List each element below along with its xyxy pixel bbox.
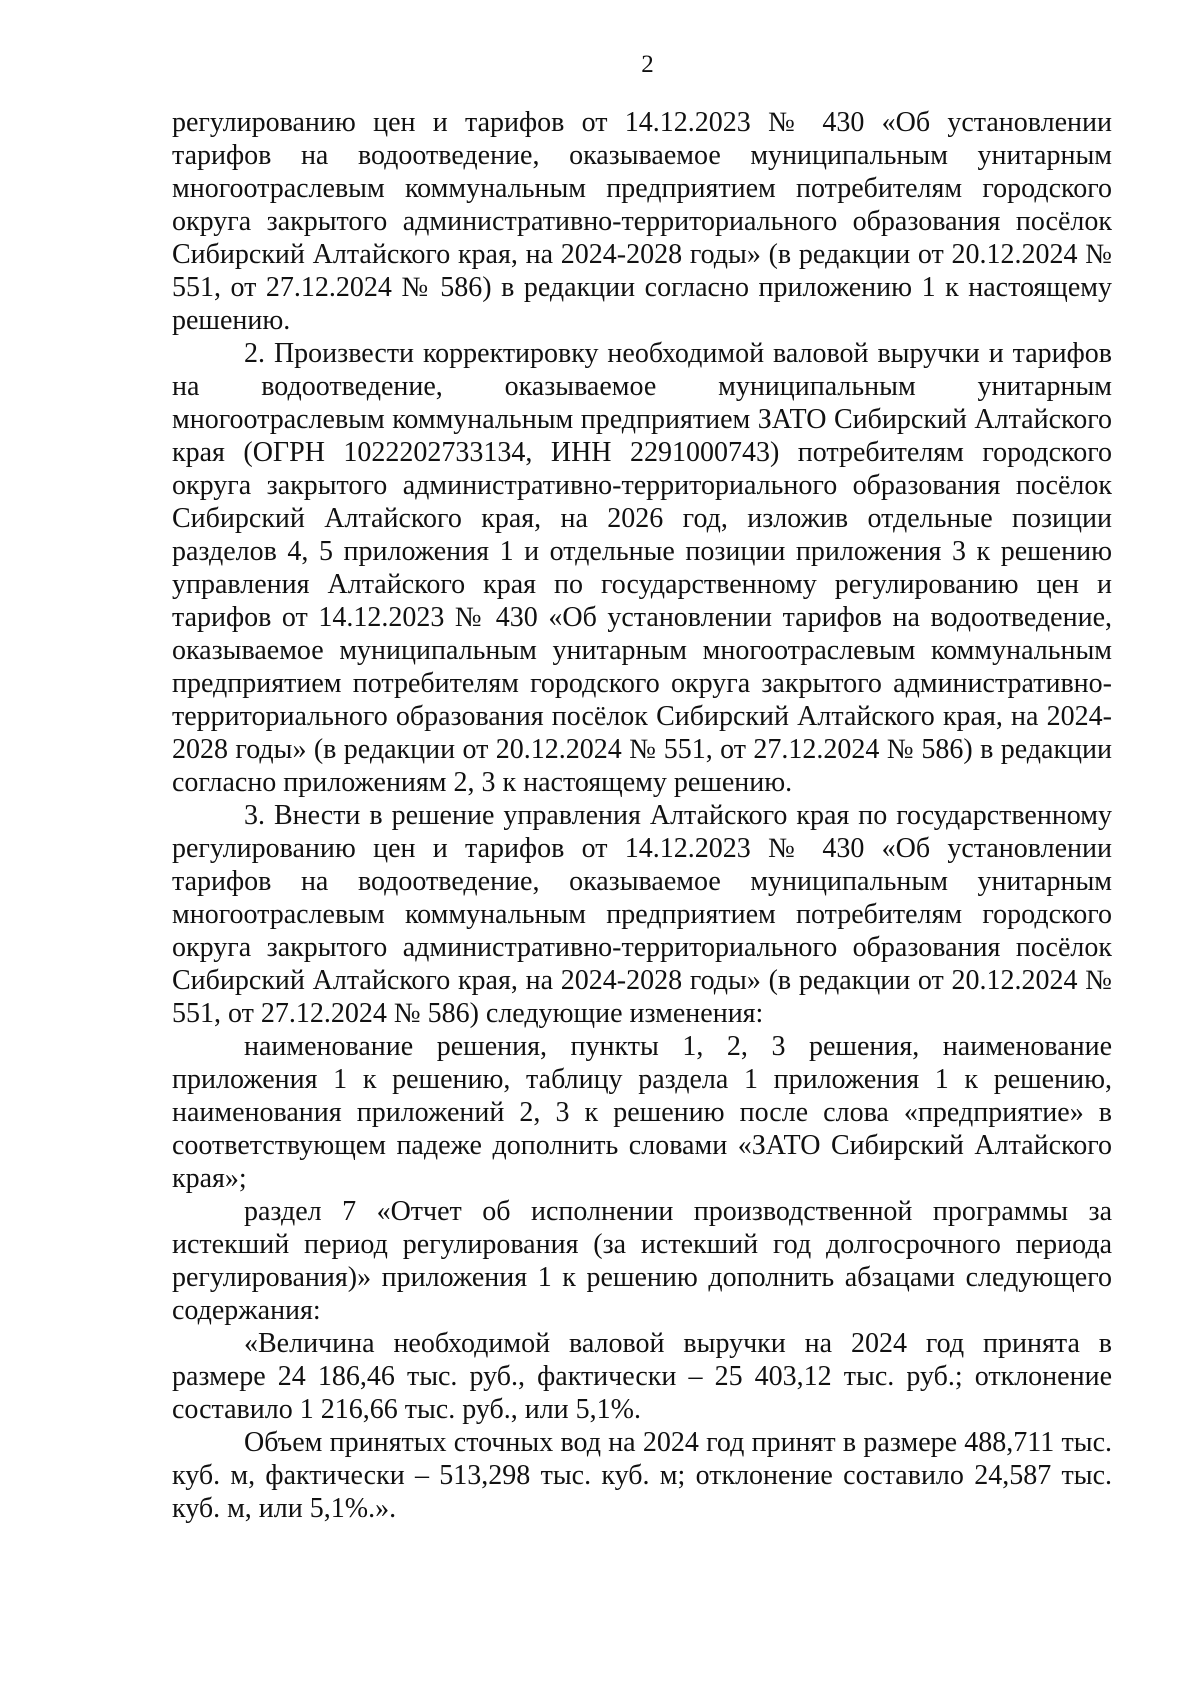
paragraph-quote-wastewater: Объем принятых сточных вод на 2024 год принят в размере 488,711 тыс. куб. м, фактически – 513,298 тыс. куб. м; отклонение составило 24,587 тыс. куб. м, или 5,1%.».	[172, 1427, 1112, 1524]
paragraph-change-names: наименование решения, пункты 1, 2, 3 решения, наименование приложения 1 к решению, таблицу раздела 1 приложения 1 к решению, наименования приложений 2, 3 к решению после слова «предприятие» в соответствующем падеже дополнить словами «ЗАТО Сибирский Алтайского края»;	[172, 1031, 1112, 1194]
paragraph-item-2: 2. Произвести корректировку необходимой валовой выручки и тарифов на водоотведение, оказываемое муниципальным унитарным многоотраслевым коммунальным предприятием ЗАТО Сибирский Алтайского края (ОГРН 1022202733134, ИНН 2291000743) потребителям городского округа закрытого административно-территориального образования посёлок Сибирский Алтайского края, на 2026 год, изложив отдельные позиции разделов 4, 5 приложения 1 и отдельные позиции приложения 3 к решению управления Алтайского края по государственному регулированию цен и тарифов от 14.12.2023 № 430 «Об установлении тарифов на водоотведение, оказываемое муниципальным унитарным многоотраслевым коммунальным предприятием потребителям городского округа закрытого административно-территориального образования посёлок Сибирский Алтайского края, на 2024-2028 годы» (в редакции от 20.12.2024 № 551, от 27.12.2024 № 586) в редакции согласно приложениям 2, 3 к настоящему решению.	[172, 338, 1112, 798]
paragraph-item-3: 3. Внести в решение управления Алтайского края по государственному регулированию цен и тарифов от 14.12.2023 № 430 «Об установлении тарифов на водоотведение, оказываемое муниципальным унитарным многоотраслевым коммунальным предприятием потребителям городского округа закрытого административно-территориального образования посёлок Сибирский Алтайского края, на 2024-2028 годы» (в редакции от 20.12.2024 № 551, от 27.12.2024 № 586) следующие изменения:	[172, 800, 1112, 1029]
paragraph-quote-revenue: «Величина необходимой валовой выручки на 2024 год принята в размере 24 186,46 тыс. руб., фактически – 25 403,12 тыс. руб.; отклонение составило 1 216,66 тыс. руб., или 5,1%.	[172, 1328, 1112, 1425]
paragraph-continuation: регулированию цен и тарифов от 14.12.2023 № 430 «Об установлении тарифов на водоотведение, оказываемое муниципальным унитарным многоотраслевым коммунальным предприятием потребителям городского округа закрытого административно-территориального образования посёлок Сибирский Алтайского края, на 2024-2028 годы» (в редакции от 20.12.2024 № 551, от 27.12.2024 № 586) в редакции согласно приложению 1 к настоящему решению.	[172, 107, 1112, 336]
page-number: 2	[641, 51, 654, 78]
paragraph-change-section-7: раздел 7 «Отчет об исполнении производственной программы за истекший период регулирования (за истекший год долгосрочного периода регулирования)» приложения 1 к решению дополнить абзацами следующего содержания:	[172, 1196, 1112, 1326]
document-body	[172, 106, 1112, 1525]
